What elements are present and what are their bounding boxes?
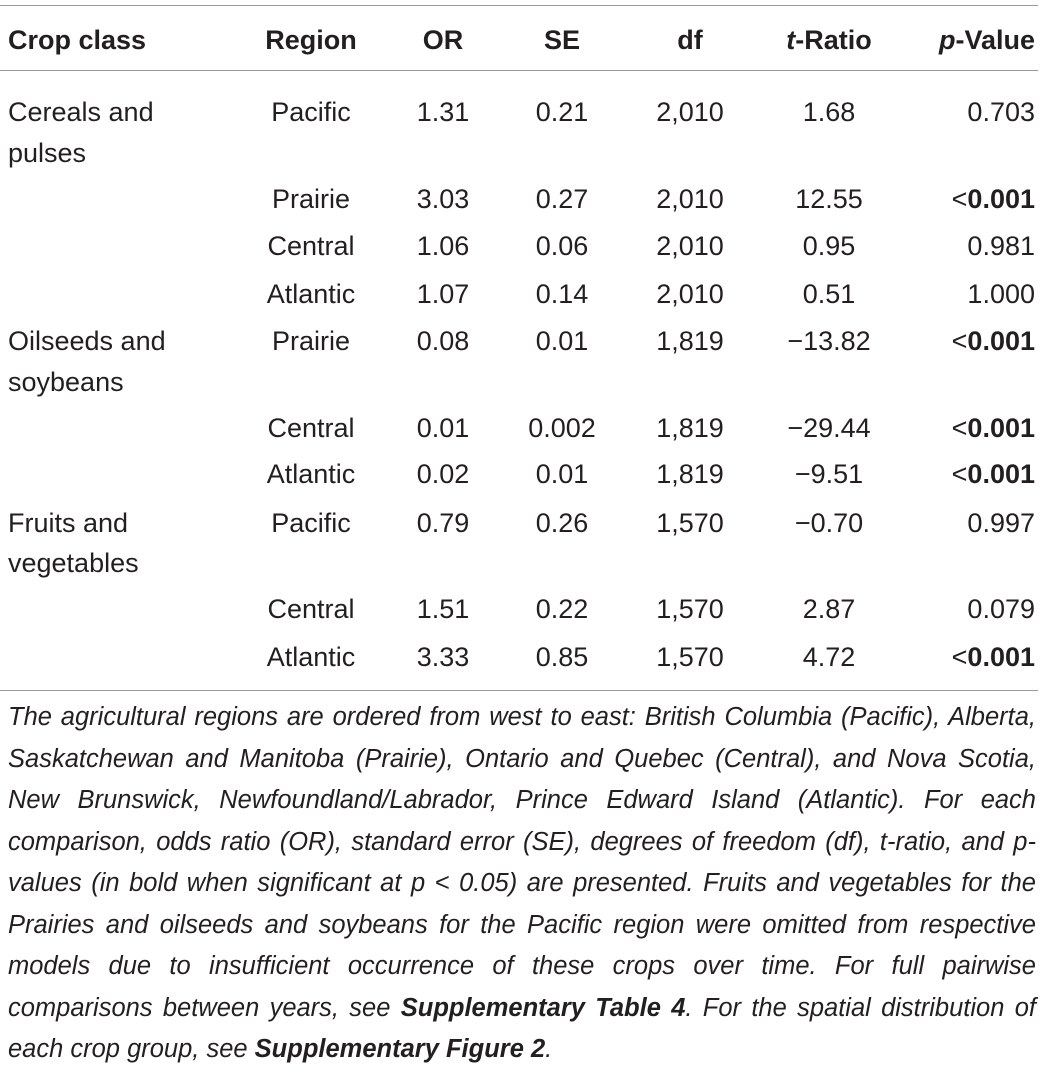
p-value-number: 0.981 bbox=[967, 231, 1035, 261]
p-value-number: 0.079 bbox=[967, 594, 1035, 624]
p-value-less-than: < bbox=[951, 326, 968, 356]
footnote-text-main: The agricultural regions are ordered from west to east: British Columbia (Pacific), Alberta, Saskatchewan and Manitoba (Prairie), Ontario and Quebec (Central), and Nova Scotia, New Brunswick, Newfoundland/Labrador, Prince Edward Island (Atlantic). For each comparison, odds ratio (OR), standard error (SE), degrees of freedom (df), t-ratio, and p-values (in bold when significant at p < 0.05) are presented. Fruits and vegetables for the Prairies and oilseeds and soybeans for the Pacific region were omitted from respective models due to insufficient occurrence of these crops over time. For full pairwise comparisons between years, see bbox=[8, 703, 1036, 1022]
p-value-number: 0.001 bbox=[967, 184, 1035, 214]
header-region: Region bbox=[265, 25, 357, 55]
cell-se: 0.85 bbox=[535, 642, 589, 672]
cell-df: 1,819 bbox=[656, 459, 724, 489]
header-se: SE bbox=[543, 25, 581, 55]
p-value-number: 0.997 bbox=[967, 508, 1035, 538]
header-t-ratio-italic: t bbox=[786, 25, 796, 55]
cell-p-value bbox=[967, 503, 1035, 543]
p-value-number: 0.001 bbox=[967, 326, 1035, 356]
header-p-value bbox=[939, 20, 1035, 60]
cell-t-ratio: 0.51 bbox=[802, 279, 856, 309]
header-t-ratio bbox=[786, 20, 872, 60]
cell-or: 1.31 bbox=[416, 97, 470, 127]
cell-p-value bbox=[967, 274, 1035, 314]
cell-t-ratio: 12.55 bbox=[795, 184, 863, 214]
p-value-number: 0.001 bbox=[967, 459, 1035, 489]
cell-region: Central bbox=[267, 413, 355, 443]
cell-or: 0.08 bbox=[416, 326, 470, 356]
cell-region: Pacific bbox=[271, 508, 351, 538]
cell-t-ratio: 1.68 bbox=[802, 97, 856, 127]
cell-se: 0.01 bbox=[535, 459, 589, 489]
cell-region: Atlantic bbox=[266, 279, 356, 309]
p-value-less-than: < bbox=[951, 184, 968, 214]
header-bottom-rule bbox=[0, 70, 1038, 71]
cell-t-ratio: 0.95 bbox=[802, 231, 856, 261]
cell-t-ratio: 4.72 bbox=[802, 642, 856, 672]
cell-se: 0.06 bbox=[535, 231, 589, 261]
cell-region: Pacific bbox=[271, 97, 351, 127]
header-p-value-rest: -Value bbox=[955, 25, 1035, 55]
cell-region: Atlantic bbox=[266, 642, 356, 672]
p-value-less-than: < bbox=[951, 642, 968, 672]
p-value-less-than: < bbox=[951, 459, 968, 489]
cell-df: 2,010 bbox=[656, 184, 724, 214]
cell-se: 0.01 bbox=[535, 326, 589, 356]
crop-class-fruits-line2: vegetables bbox=[8, 548, 139, 578]
p-value-number: 0.001 bbox=[967, 413, 1035, 443]
cell-df: 1,819 bbox=[656, 413, 724, 443]
cell-or: 3.33 bbox=[416, 642, 470, 672]
cell-df: 2,010 bbox=[656, 231, 724, 261]
cell-p-value bbox=[967, 226, 1035, 266]
cell-p-value bbox=[952, 408, 1035, 448]
cell-or: 0.01 bbox=[416, 413, 470, 443]
footnote-text-mid: . For the spatial distribution of each crop group, see bbox=[8, 993, 1036, 1063]
cell-p-value bbox=[952, 454, 1035, 494]
cell-se: 0.14 bbox=[535, 279, 589, 309]
cell-or: 0.79 bbox=[416, 508, 470, 538]
table-top-rule bbox=[0, 5, 1038, 6]
p-value-number: 0.001 bbox=[967, 642, 1035, 672]
cell-p-value bbox=[952, 179, 1035, 219]
table-footnote bbox=[8, 697, 1036, 1071]
crop-class-fruits-line1: Fruits and bbox=[8, 508, 129, 538]
table-bottom-rule bbox=[0, 690, 1038, 691]
cell-t-ratio: −9.51 bbox=[794, 459, 864, 489]
crop-class-oilseeds-line2: soybeans bbox=[8, 367, 124, 397]
footnote-text-end: . bbox=[545, 1035, 553, 1063]
cell-se: 0.26 bbox=[535, 508, 589, 538]
cell-df: 1,819 bbox=[656, 326, 724, 356]
p-value-number: 0.703 bbox=[967, 97, 1035, 127]
cell-df: 2,010 bbox=[656, 97, 724, 127]
p-value-less-than: < bbox=[951, 413, 968, 443]
cell-se: 0.27 bbox=[535, 184, 589, 214]
cell-se: 0.22 bbox=[535, 594, 589, 624]
p-value-number: 1.000 bbox=[967, 279, 1035, 309]
cell-se: 0.21 bbox=[535, 97, 589, 127]
crop-class-cereals-line2: pulses bbox=[8, 138, 87, 168]
header-crop-class: Crop class bbox=[8, 25, 147, 55]
cell-df: 1,570 bbox=[656, 594, 724, 624]
cell-or: 1.06 bbox=[416, 231, 470, 261]
header-t-ratio-rest: -Ratio bbox=[795, 25, 872, 55]
cell-t-ratio: −0.70 bbox=[794, 508, 864, 538]
cell-region: Prairie bbox=[271, 184, 351, 214]
header-p-value-italic: p bbox=[938, 25, 956, 55]
cell-region: Atlantic bbox=[266, 459, 356, 489]
cell-or: 3.03 bbox=[416, 184, 470, 214]
cell-t-ratio: −13.82 bbox=[787, 326, 871, 356]
cell-t-ratio: −29.44 bbox=[787, 413, 871, 443]
cell-or: 1.07 bbox=[416, 279, 470, 309]
cell-p-value bbox=[967, 589, 1035, 629]
cell-p-value bbox=[952, 637, 1035, 677]
crop-class-oilseeds-line1: Oilseeds and bbox=[8, 326, 166, 356]
crop-class-cereals-line1: Cereals and bbox=[8, 97, 154, 127]
cell-t-ratio: 2.87 bbox=[802, 594, 856, 624]
supplementary-table-link: Supplementary Table 4 bbox=[400, 993, 686, 1022]
cell-df: 1,570 bbox=[656, 642, 724, 672]
cell-region: Central bbox=[267, 231, 355, 261]
cell-or: 0.02 bbox=[416, 459, 470, 489]
cell-df: 1,570 bbox=[656, 508, 724, 538]
cell-region: Prairie bbox=[271, 326, 351, 356]
cell-se: 0.002 bbox=[528, 413, 596, 443]
header-df: df bbox=[677, 25, 703, 55]
header-or: OR bbox=[422, 25, 464, 55]
cell-p-value bbox=[952, 321, 1035, 361]
cell-p-value bbox=[967, 92, 1035, 132]
cell-or: 1.51 bbox=[416, 594, 470, 624]
cell-region: Central bbox=[267, 594, 355, 624]
cell-df: 2,010 bbox=[656, 279, 724, 309]
supplementary-figure-link: Supplementary Figure 2 bbox=[254, 1035, 546, 1063]
